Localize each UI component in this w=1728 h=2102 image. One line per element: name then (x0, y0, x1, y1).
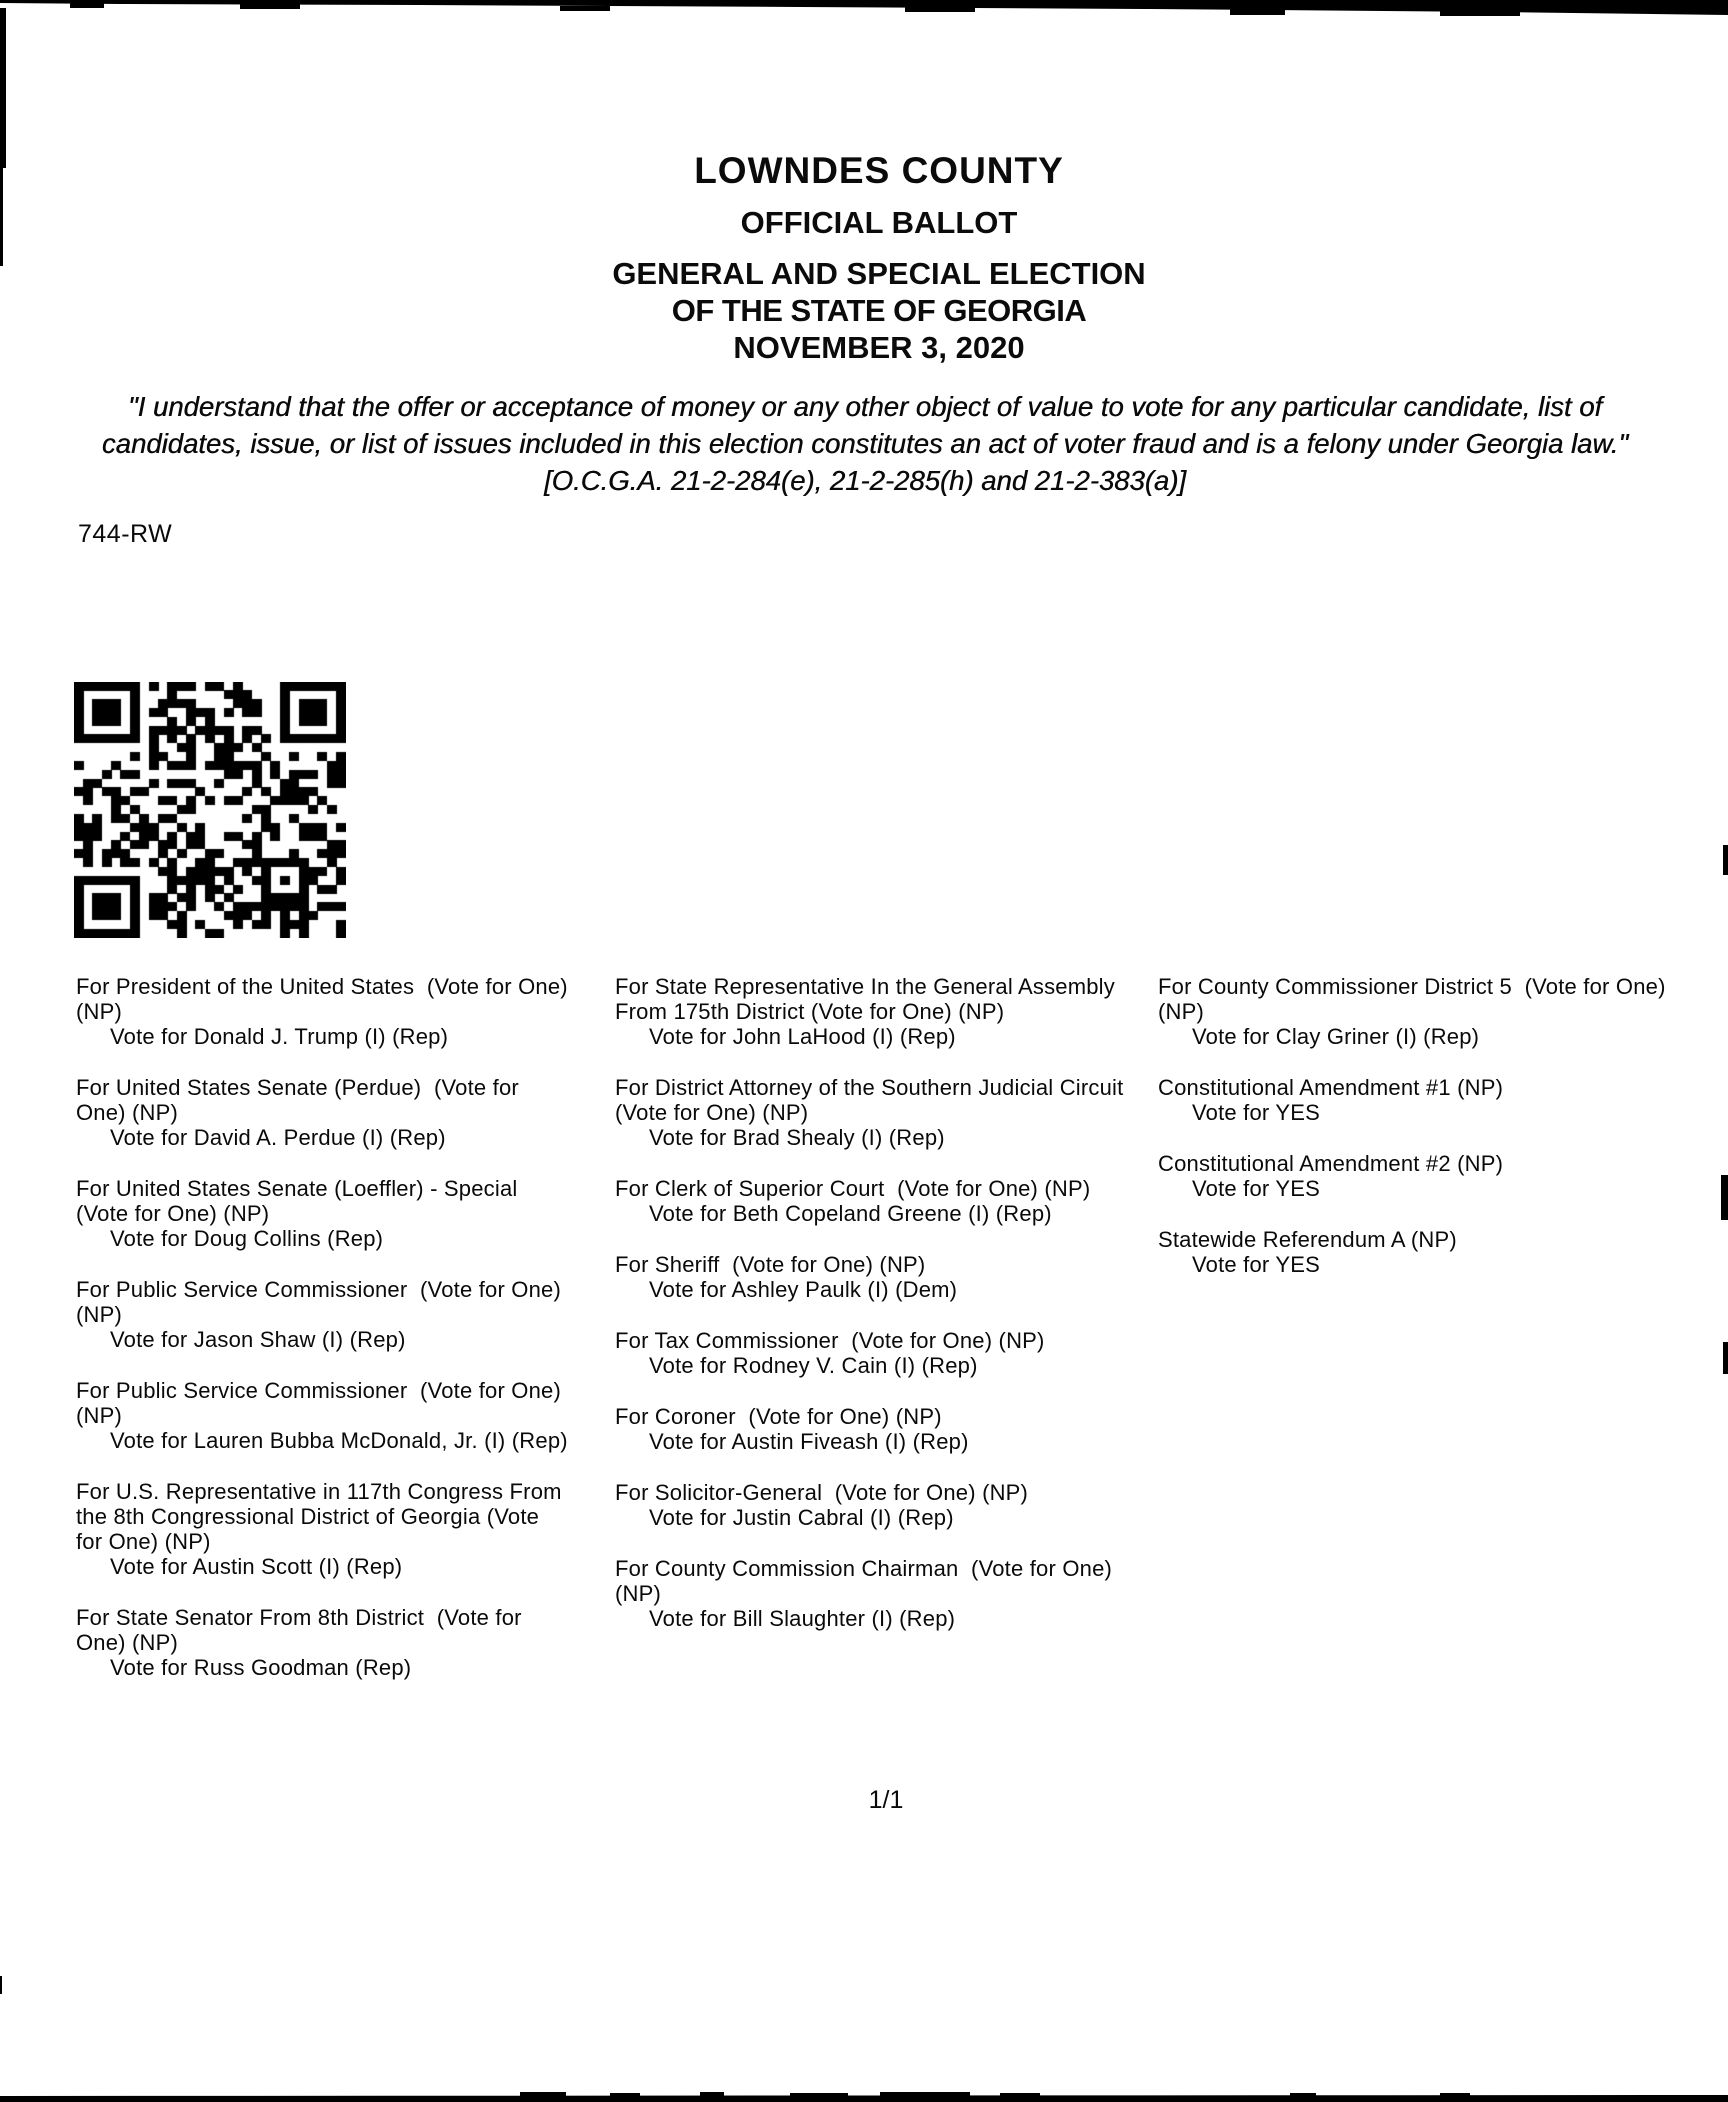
contest-block (615, 1556, 1143, 1631)
contest-block (76, 1479, 568, 1579)
contest-title: For State Senator From 8th District (Vote for One) (NP) (76, 1605, 528, 1655)
contest-column-1 (76, 974, 575, 1706)
vote-for-line: Vote for Clay Griner (I) (Rep) (1192, 1024, 1480, 1049)
contest-title: For United States Senate (Loeffler) - Special (Vote for One) (NP) (76, 1176, 531, 1226)
contest-title: For Tax Commissioner (Vote for One) (NP) (615, 1328, 1045, 1353)
contest-title: For Public Service Commissioner (Vote for One) (NP) (76, 1378, 568, 1428)
contest-block (615, 1075, 1143, 1150)
scan-artifact-left-bar-thin (0, 168, 3, 266)
scan-artifact-left-bar (0, 8, 6, 168)
contest-title: For State Representative In the General Assembly From 175th District (Vote for One) (NP) (615, 974, 1122, 1024)
scan-artifact-left-bar-bottom (0, 1976, 2, 1994)
scan-artifact-right-tick-2 (1721, 1175, 1728, 1220)
vote-for-line: Vote for Beth Copeland Greene (I) (Rep) (649, 1201, 1052, 1226)
fraud-disclaimer: "I understand that the offer or acceptance of money or any other object of value to vote for any particular candidate, list of candidates, issue, or list of issues included in this election constitutes an act of voter fraud and is a felony under Georgia law." [O.C.G.A. 21-2-284(e), 21-2-285(h) and 21-2-383(a)] (101, 391, 1629, 496)
contest-block (615, 1176, 1143, 1226)
contest-block (1158, 1075, 1670, 1125)
vote-for-line: Vote for Ashley Paulk (I) (Dem) (649, 1277, 958, 1302)
vote-for-line: Vote for Doug Collins (Rep) (110, 1226, 384, 1251)
contest-column-3 (1158, 974, 1670, 1303)
county-title: LOWNDES COUNTY (694, 150, 1064, 191)
contest-title: For U.S. Representative in 117th Congress From the 8th Congressional District of Georgia (Vote for One) (NP) (76, 1479, 568, 1554)
vote-for-line: Vote for Justin Cabral (I) (Rep) (649, 1505, 954, 1530)
contest-block (1158, 974, 1670, 1049)
election-title-line2: OF THE STATE OF GEORGIA (671, 293, 1087, 328)
contest-block (76, 974, 575, 1049)
contest-title: Constitutional Amendment #2 (NP) (1158, 1151, 1504, 1176)
contest-title: For Coroner (Vote for One) (NP) (615, 1404, 942, 1429)
scan-artifact-top-edge (0, 0, 1728, 20)
contest-title: For District Attorney of the Southern Judicial Circuit (Vote for One) (NP) (615, 1075, 1137, 1125)
scan-artifact-bottom-edge (0, 2084, 1728, 2102)
page-indicator: 1/1 (868, 1786, 904, 1814)
contest-title: For Solicitor-General (Vote for One) (NP) (615, 1480, 1029, 1505)
contest-block (1158, 1151, 1670, 1201)
vote-for-line: Vote for Austin Fiveash (I) (Rep) (649, 1429, 969, 1454)
ballot-type-title: OFFICIAL BALLOT (740, 205, 1018, 240)
contest-title: For Sheriff (Vote for One) (NP) (615, 1252, 926, 1277)
vote-for-line: Vote for Rodney V. Cain (I) (Rep) (649, 1353, 978, 1378)
contest-block (615, 1480, 1143, 1530)
scan-artifact-right-tick-1 (1723, 845, 1728, 875)
election-title-line1: GENERAL AND SPECIAL ELECTION (612, 256, 1146, 291)
contest-title: Constitutional Amendment #1 (NP) (1158, 1075, 1504, 1100)
vote-for-line: Vote for Bill Slaughter (I) (Rep) (649, 1606, 956, 1631)
contest-block (615, 1252, 1143, 1302)
contest-block (615, 974, 1143, 1049)
contest-title: Statewide Referendum A (NP) (1158, 1227, 1457, 1252)
vote-for-line: Vote for YES (1192, 1100, 1320, 1125)
contest-block (615, 1404, 1143, 1454)
contest-title: For President of the United States (Vote for One) (NP) (76, 974, 575, 1024)
scan-artifact-right-tick-3 (1723, 1342, 1728, 1374)
vote-for-line: Vote for YES (1192, 1252, 1320, 1277)
election-date: NOVEMBER 3, 2020 (733, 330, 1025, 365)
vote-for-line: Vote for Brad Shealy (I) (Rep) (649, 1125, 945, 1150)
contest-title: For United States Senate (Perdue) (Vote for One) (NP) (76, 1075, 526, 1125)
vote-for-line: Vote for John LaHood (I) (Rep) (649, 1024, 956, 1049)
vote-for-line: Vote for David A. Perdue (I) (Rep) (110, 1125, 446, 1150)
contest-block (1158, 1227, 1670, 1277)
contest-title: For Public Service Commissioner (Vote for One) (NP) (76, 1277, 568, 1327)
contest-block (76, 1176, 568, 1251)
vote-for-line: Vote for YES (1192, 1176, 1320, 1201)
contest-title: For Clerk of Superior Court (Vote for One) (NP) (615, 1176, 1091, 1201)
vote-for-line: Vote for Jason Shaw (I) (Rep) (110, 1327, 406, 1352)
contest-block (76, 1277, 568, 1352)
vote-for-line: Vote for Austin Scott (I) (Rep) (110, 1554, 403, 1579)
contest-title: For County Commissioner District 5 (Vote for One) (NP) (1158, 974, 1672, 1024)
vote-for-line: Vote for Russ Goodman (Rep) (110, 1655, 412, 1680)
contest-title: For County Commission Chairman (Vote for One) (NP) (615, 1556, 1119, 1606)
vote-for-line: Vote for Lauren Bubba McDonald, Jr. (I) (Rep) (110, 1428, 568, 1453)
contest-block (76, 1378, 568, 1453)
precinct-code: 744-RW (78, 520, 173, 548)
contest-column-2 (615, 974, 1143, 1657)
contest-block (76, 1605, 568, 1680)
contest-block (76, 1075, 568, 1150)
qr-code (74, 682, 346, 938)
contest-block (615, 1328, 1143, 1378)
vote-for-line: Vote for Donald J. Trump (I) (Rep) (110, 1024, 449, 1049)
